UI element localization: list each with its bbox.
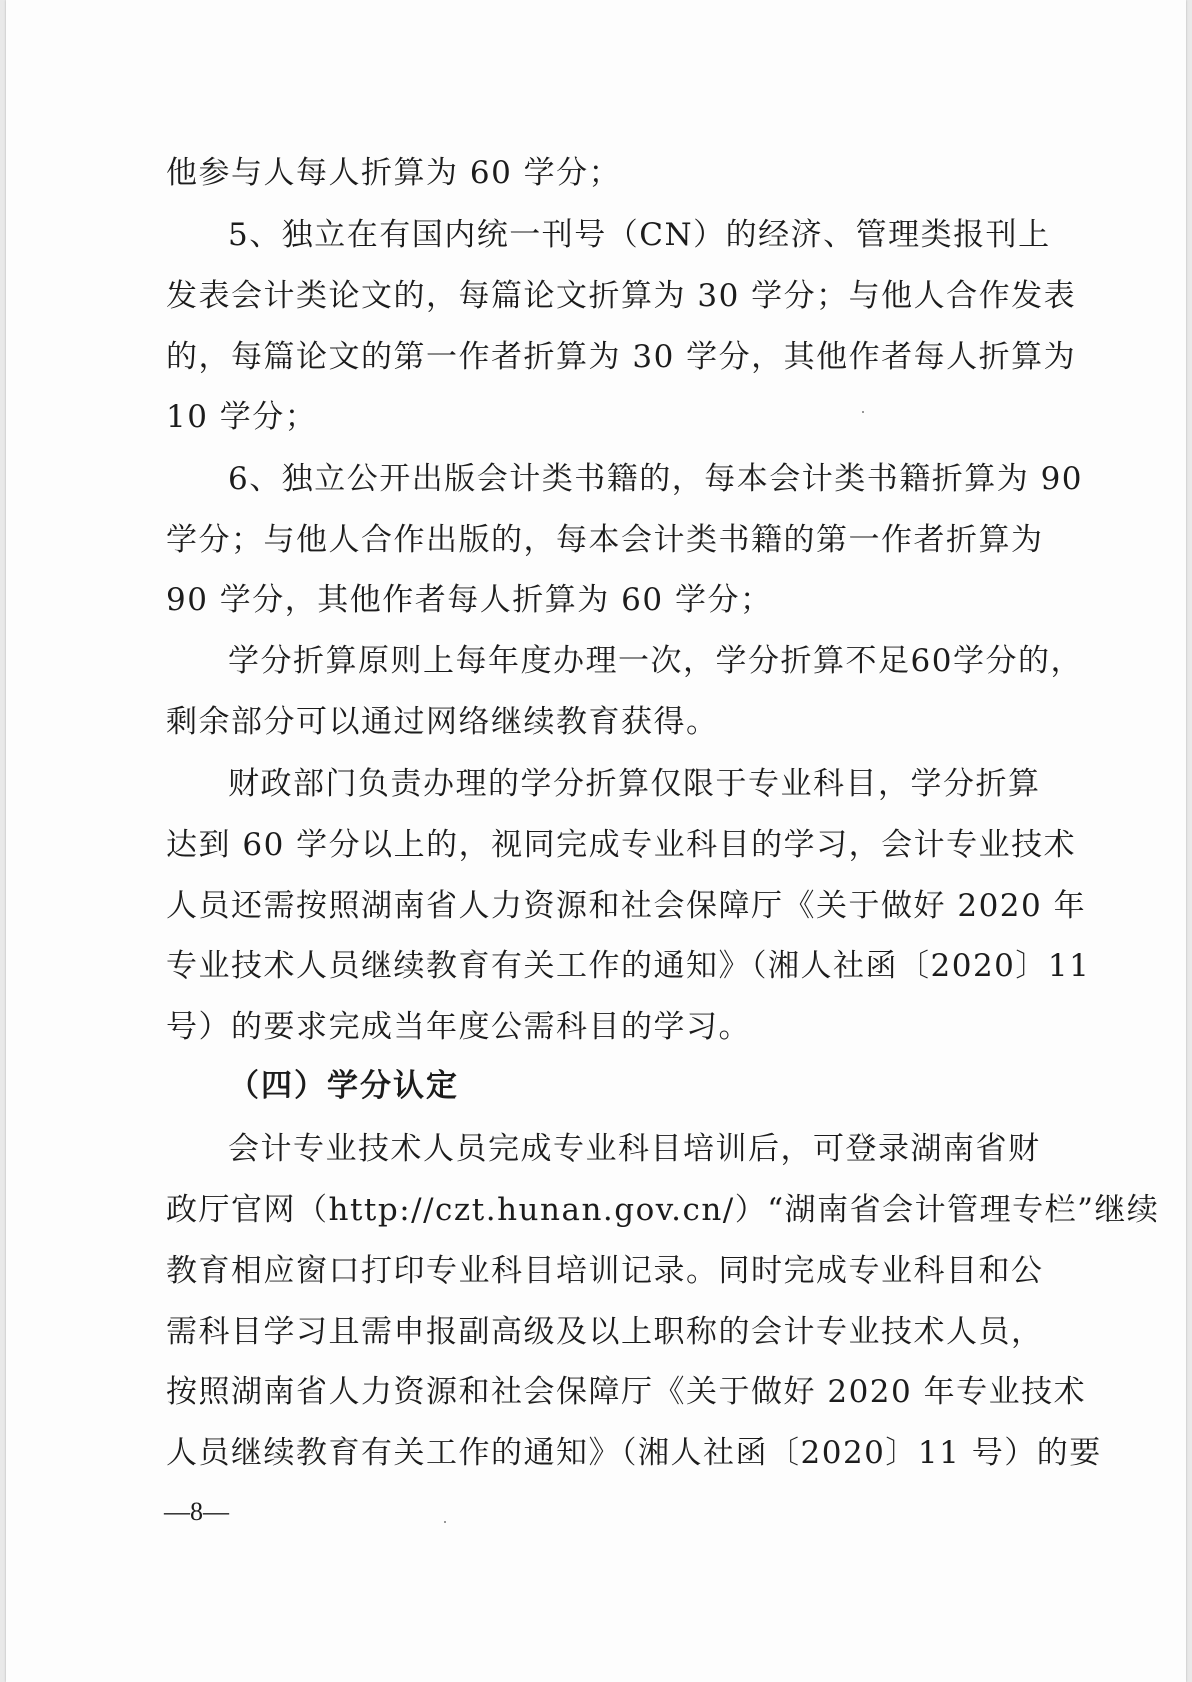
paragraph-line: 发表会计类论文的，每篇论文折算为 30 学分；与他人合作发表 (166, 278, 1077, 314)
document-page (6, 0, 1186, 1682)
scan-speck (444, 1521, 446, 1523)
paragraph-line: 6、独立公开出版会计类书籍的，每本会计类书籍折算为 90 (228, 461, 1084, 497)
paragraph-line: 人员继续教育有关工作的通知》（湘人社函〔2020〕11 号）的要 (166, 1435, 1102, 1471)
scan-speck (862, 411, 864, 413)
paragraph-line: 的，每篇论文的第一作者折算为 30 学分，其他作者每人折算为 (166, 339, 1077, 375)
paragraph-line: 会计专业技术人员完成专业科目培训后，可登录湖南省财 (228, 1131, 1041, 1167)
paragraph-line: 专业技术人员继续教育有关工作的通知》（湘人社函〔2020〕11 (166, 948, 1091, 984)
paragraph-line: 财政部门负责办理的学分折算仅限于专业科目，学分折算 (228, 766, 1041, 802)
paragraph-line: 90 学分，其他作者每人折算为 60 学分； (166, 582, 773, 618)
paragraph-line: 他参与人每人折算为 60 学分； (166, 155, 622, 191)
paragraph-line: 5、独立在有国内统一刊号（CN）的经济、管理类报刊上 (228, 217, 1051, 253)
paragraph-line: 按照湖南省人力资源和社会保障厅《关于做好 2020 年专业技术 (166, 1374, 1087, 1410)
paragraph-line: 人员还需按照湖南省人力资源和社会保障厅《关于做好 2020 年 (166, 888, 1087, 924)
paragraph-line: 号）的要求完成当年度公需科目的学习。 (166, 1009, 751, 1045)
paragraph-line: 学分；与他人合作出版的，每本会计类书籍的第一作者折算为 (166, 522, 1044, 558)
section-heading: （四）学分认定 (228, 1068, 459, 1104)
paragraph-line: 达到 60 学分以上的，视同完成专业科目的学习，会计专业技术 (166, 827, 1077, 863)
paragraph-line: 需科目学习且需申报副高级及以上职称的会计专业技术人员， (166, 1314, 1044, 1350)
paragraph-line: 剩余部分可以通过网络继续教育获得。 (166, 704, 719, 740)
page-number: —8— (164, 1497, 229, 1526)
paragraph-line: 教育相应窗口打印专业科目培训记录。同时完成专业科目和公 (166, 1253, 1044, 1289)
paragraph-line: 10 学分； (166, 399, 318, 435)
paragraph-line: 政厅官网（http://czt.hunan.gov.cn/）“湖南省会计管理专栏”继续 (166, 1192, 1160, 1228)
paragraph-line: 学分折算原则上每年度办理一次，学分折算不足60学分的， (228, 643, 1083, 679)
